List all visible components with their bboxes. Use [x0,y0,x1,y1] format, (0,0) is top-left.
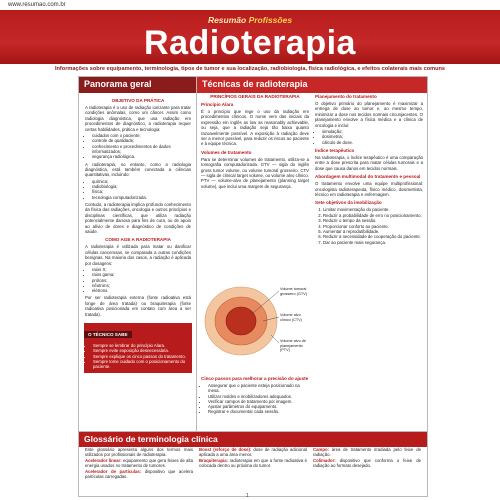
list-item: • radiobiologia; [92,184,191,189]
abordagem-title: Abordagem multimodal do tratamento e pessoal [315,174,421,180]
list-item: 5. Aumentar a reprodutibilidade. [323,229,423,234]
bullet-list-2 [85,179,191,200]
ptv-label: Volume alvo de planejamento (PTV) [280,339,306,353]
list-item: 7. Dar ao paciente mais segurança. [323,240,423,245]
list-item: • Registrar e documentar cada sessão. [208,409,309,414]
glossary-def: radioterapia em que a fonte radioativa é colocada dentro ou próxima do tumor. [199,457,307,469]
list-item: • controle de qualidade; [92,138,191,143]
tecnicas-left-column [201,91,309,189]
list-item: • Utilizar moldes e imobilizadores adequados. [208,394,309,399]
ctv-label: Volume alvo clínico (CTV) [280,313,302,322]
glossary-entry [85,469,193,480]
panorama-heading: Panorama geral [79,77,197,93]
glossario-col-1 [85,447,193,479]
list-item: • Assegurar que o paciente esteja posicionado na mesa. [208,383,309,394]
glossary-def: dispositivo que acelera partículas carregadas. [85,468,193,480]
glossary-entry [199,458,307,469]
como-text: A radioterapia é utilizada para matar ou danificar células cancerosas, se comparada a outras condições benignas. Na maioria dos casos, a radiação é aplicada por dosagens: [85,244,191,266]
sete-title: Sete objetivos da imobilização [315,200,382,206]
tip-heading: O TÉCNICO SABE [84,331,132,338]
tip-list [84,343,192,369]
cinco-title: Cinco passos para melhorar a precisão do ajuste [201,376,309,381]
planejamento-list [315,129,423,145]
tip-item: • Sempre evite exposição desnecessária. [93,348,192,353]
page-title: Radioterapia [144,24,356,62]
glossary-entry [199,447,307,458]
list-item: • cálculo de dose. [322,140,423,145]
header-banner [0,10,500,64]
volumes-text: Para se determinar volumes de tratamento, utiliza-se a tomografia computadorizada. GTV — sigla do inglês gross tumor volume, ou volume tumoral grosseiro. CTV — sigla de clinical target volume, ou volume alvo clínico. PTV — volume-alvo de planejamento (planning target volume), que inclui uma margem de segurança. [201,156,309,189]
glossary-entry [85,458,193,469]
tecnicas-heading: Técnicas de radioterapia [197,77,427,93]
list-item: • simulação; [322,129,423,134]
list-item: 4. Proporcionar conforto ao paciente. [323,224,423,229]
list-item: • Verificar campos de tratamento por imagem. [208,399,309,404]
glossary-term: Acelerador linear: [85,457,122,463]
glossario-panel [78,431,428,497]
volumes-title: Volumes de tratamento [201,149,252,155]
como-title: COMO AGE A RADIOTERAPIA [105,237,171,243]
glossary-term: Acelerador de partículas: [85,468,142,474]
list-item: • segurança radiológica. [92,154,191,159]
panorama-text-2: A radioterapia, no entanto, como a radiologia diagnóstica, está também conectada a ciências quantitativas, incluindo: [85,161,191,178]
glossary-term: Campo: [313,447,329,452]
list-item: • raios gama; [92,272,191,277]
cinco-list [201,383,309,415]
tip-item: • Sempre tome cuidado com o posicionamento do paciente. [93,359,192,370]
page-number: 1 [246,493,249,499]
planejamento-text: O objetivo primário do planejamento é maximizar a entrega de dose ao tumor e, ao mesmo tempo, minimizar a dose nos tecidos normais circunjacentes. O planejamento envolve a física médica e a clínica de oncologia e inclui: [315,101,423,128]
glossary-def: dispositivo que conforma o feixe de radiação ao formato desejado. [313,457,422,469]
cinco-passos-section [201,373,309,417]
glossary-def: área de tratamento irradiada pelo feixe de radiação. [313,447,421,458]
principios-title: PRINCÍPIOS GERAIS DA RADIOTERAPIA [210,94,300,99]
alara-title: Princípio Alara [201,102,234,107]
list-item: • nêutrons; [92,283,191,288]
glossario-col-2 [199,447,307,469]
indice-title: Índice terapêutico [315,147,355,153]
glossario-col-3 [313,447,421,469]
tecnicas-panel [196,76,428,432]
indice-text: Na radioterapia, o índice terapêutico é uma comparação entre a dose prescrita para matar células tumorais e a dose que causa danos em tecidos normais. [315,154,423,171]
list-item: • conhecimento e procedimentos de dados informatizados; [92,144,191,155]
panorama-text-4: Por ser radioterapia externa (fonte radioativa está longe de área tratada) ou braquiterapia (fonte radioativa posicionada em contato com área a ser tratada). [85,295,191,317]
list-item: • raios X; [92,267,191,272]
list-item: • prótons; [92,278,191,283]
ptv-pointer [271,335,279,343]
sete-list [315,207,423,245]
glossary-term: Braquiterapia: [199,457,229,463]
list-item: 1. Limitar movimentação do paciente. [323,207,423,212]
list-item: • elétrons. [92,288,191,293]
brand-part1: Resumão [207,15,247,25]
gtv-shape [226,307,256,335]
list-item: • tecnologia computadorizada. [92,195,191,200]
glossary-def: equipamento que gera feixes de alta energia usados no tratamento de tumores. [85,457,193,469]
glossary-entry [313,458,421,469]
glossary-term: Colimador: [313,457,336,463]
site-url: www.resumao.com.br [8,2,66,8]
objetivo-text: A radioterapia é o uso de radiação ionizante para tratar condições anômalas, como um câncer. Assim como radiologia diagnóstica, que usa radiação em procedimentos de diagnóstico, a radioterapia requer certas habilidades, prática e tecnologia: [85,105,191,132]
bullet-list-1 [85,133,191,159]
list-item: 6. Reduzir a necessidade de cooperação do paciente. [323,234,423,239]
list-item: • Ajustar parâmetros do equipamento. [208,404,309,409]
tip-item: • Sempre se lembrar do princípio Alara. [93,343,192,348]
glossary-term: Boost (reforço de dose): [199,447,252,452]
gtv-label: Volume tumoral grosseiro (GTV) [280,287,308,296]
brand-part2: Profissões [248,15,293,25]
glossary-def: dose de radiação adicional aplicada a uma área menor. [199,447,307,458]
panorama-panel [78,76,198,432]
abordagem-text: O tratamento envolve uma equipe multiprofissional: oncologista radioterapeuta, físico médico, dosimetrista, técnico em radioterapia e enfermagem. [315,181,423,197]
list-item: • química; [92,179,191,184]
list-item: 3. Reduzir o tempo da sessão. [323,218,423,223]
planejamento-title: Planejamento do tratamento [315,94,377,99]
tecnicas-right-column [315,91,423,245]
page-subtitle: Informações sobre equipamento, terminologia, tipos de tumor e sua localização, radiobiologia, física radiológica, e efeitos colaterais mais comuns [54,66,446,72]
tip-item: • Sempre explique os cinco passos do tratamento. [93,354,192,359]
tumor-volume-diagram [201,277,311,369]
list-item: • dosimetria; [322,134,423,139]
glossario-heading: Glossário de terminologia clínica [79,432,427,447]
panorama-text-3: Contudo, a radioterapia implica profundo conhecimento da física das radiações, oncologia e outros princípios e disciplinas científicas, que utiliza radiação potencialmente danosa para fins de cura, ou de apoio ao alívio de dores e diagnóstico de condições de saúde. [85,201,191,234]
alara-text: É o princípio que rege o uso da radiação em procedimentos clínicos. O nome vem das iniciais da expressão em inglês as low as reasonably achievable, ou seja, que a radiação seja tão baixa quanto razoavelmente possível. A exposição à radiação deve ser a menor possível, para reduzir os riscos ao paciente e à equipe técnica. [201,109,309,147]
list-item: 2. Reduzir a probabilidade de erro no posicionamento. [323,213,423,218]
glossary-entry [313,447,421,458]
list-item: • cuidados com o paciente; [92,133,191,138]
bullet-list-3 [85,267,191,293]
objetivo-title: OBJETIVO DA PRÁTICA [111,98,165,103]
tip-box [84,323,192,372]
list-item: • física; [92,189,191,194]
glossario-intro: Este glossário apresenta alguns dos termos mais utilizados por profissionais de radioterapia. [85,447,193,458]
